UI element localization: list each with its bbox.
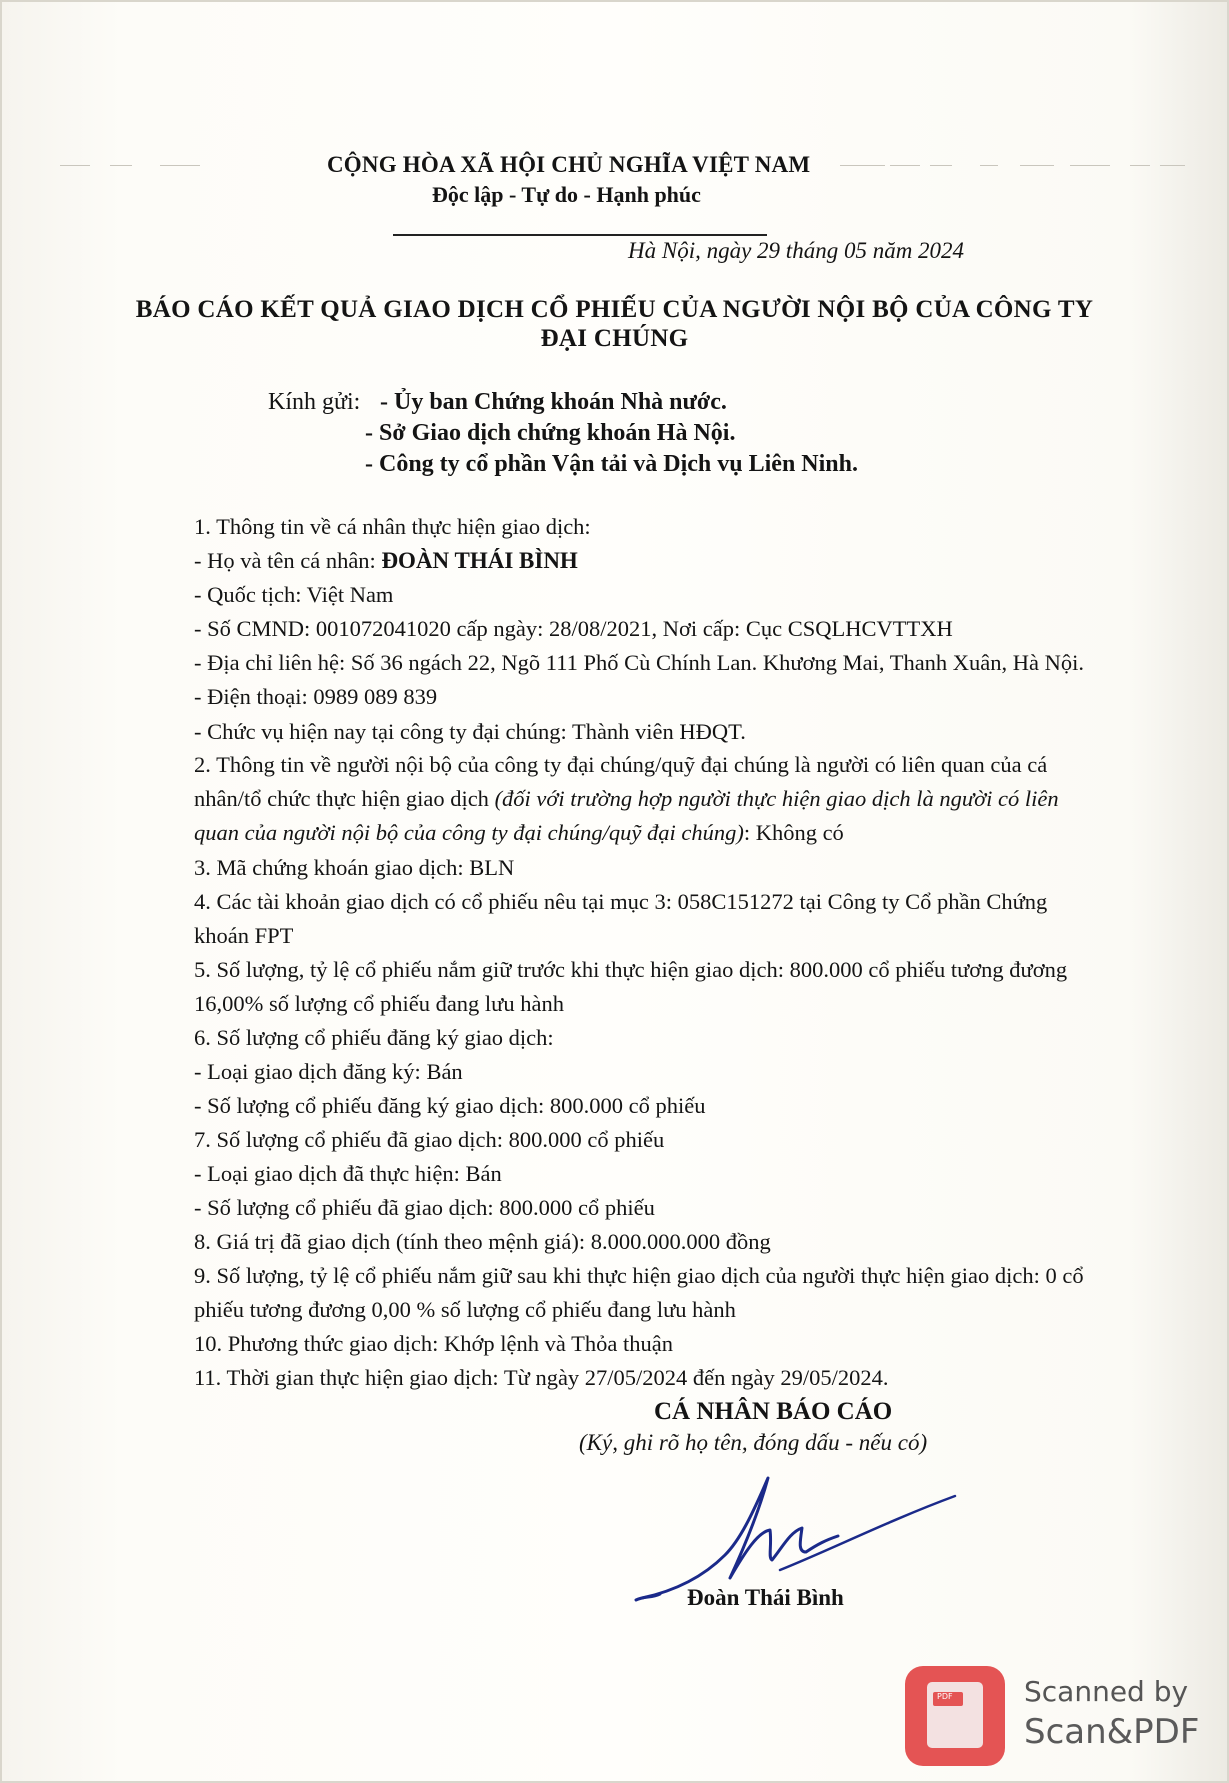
national-motto: Độc lập - Tự do - Hạnh phúc — [432, 182, 701, 207]
position-line: - Chức vụ hiện nay tại công ty đại chúng: Thành viên HĐQT. — [194, 719, 746, 744]
recipient-item: - Công ty cổ phần Vận tải và Dịch vụ Liên Ninh. — [365, 451, 858, 477]
scanner-pdf-icon — [905, 1666, 1005, 1766]
watermark-line1: Scanned by — [1024, 1675, 1189, 1708]
phone-line: - Điện thoại: 0989 089 839 — [194, 684, 438, 709]
signer-title: CÁ NHÂN BÁO CÁO — [654, 1398, 893, 1425]
section-11-line: 11. Thời gian thực hiện giao dịch: Từ ngày 27/05/2024 đến ngày 29/05/2024. — [194, 1365, 889, 1390]
section-4-line2: khoán FPT — [194, 923, 294, 948]
section-8-line: 8. Giá trị đã giao dịch (tính theo mệnh giá): 8.000.000.000 đồng — [194, 1229, 771, 1254]
section-2-note-cont: quan của người nội bộ của công ty đại chúng/quỹ đại chúng) — [194, 820, 744, 845]
section-2-line3 — [194, 820, 844, 846]
full-name-line — [194, 548, 578, 574]
recipients-label: Kính gửi: — [268, 389, 361, 415]
document-title: BÁO CÁO KẾT QUẢ GIAO DỊCH CỔ PHIẾU CỦA NGƯỜI NỘI BỘ CỦA CÔNG TY — [135, 296, 1094, 323]
registered-qty-line: - Số lượng cổ phiếu đăng ký giao dịch: 800.000 cổ phiếu — [194, 1093, 706, 1118]
section-2-note: (đối với trường hợp người thực hiện giao dịch là người có liên — [494, 786, 1059, 811]
signer-name: Đoàn Thái Bình — [687, 1585, 844, 1610]
section-5-line2: 16,00% số lượng cổ phiếu đang lưu hành — [194, 991, 564, 1016]
section-9-line1: 9. Số lượng, tỷ lệ cổ phiếu nắm giữ sau khi thực hiện giao dịch của người thực hiện giao dịch: 0 cổ — [194, 1263, 1084, 1288]
section-9-line2: phiếu tương đương 0,00 % số lượng cổ phiếu đang lưu hành — [194, 1297, 736, 1322]
national-title: CỘNG HÒA XÃ HỘI CHỦ NGHĨA VIỆT NAM — [327, 152, 811, 177]
document-title-line2: ĐẠI CHÚNG — [540, 325, 689, 352]
document-date: Hà Nội, ngày 29 tháng 05 năm 2024 — [628, 238, 965, 263]
section-4-line1: 4. Các tài khoản giao dịch có cổ phiếu nêu tại mục 3: 058C151272 tại Công ty Cổ phần Chứng — [194, 889, 1048, 914]
executed-qty-line: - Số lượng cổ phiếu đã giao dịch: 800.000 cổ phiếu — [194, 1195, 655, 1220]
section-6-heading: 6. Số lượng cổ phiếu đăng ký giao dịch: — [194, 1025, 554, 1050]
registered-type-line: - Loại giao dịch đăng ký: Bán — [194, 1059, 463, 1084]
section-2-line1: 2. Thông tin về người nội bộ của công ty đại chúng/quỹ đại chúng là người có liên quan của cá — [194, 752, 1048, 777]
nationality-line: - Quốc tịch: Việt Nam — [194, 582, 394, 607]
section-3-line: 3. Mã chứng khoán giao dịch: BLN — [194, 855, 515, 880]
section-2-text: nhân/tổ chức thực hiện giao dịch — [194, 786, 495, 811]
recipient-item: - Sở Giao dịch chứng khoán Hà Nội. — [365, 420, 736, 446]
address-line: - Địa chỉ liên hệ: Số 36 ngách 22, Ngõ 111 Phố Cù Chính Lan. Khương Mai, Thanh Xuân, Hà Nội. — [194, 650, 1085, 675]
section-2-line2 — [194, 786, 1059, 812]
document-glyph — [927, 1682, 983, 1748]
section-2-answer: : Không có — [743, 820, 844, 845]
pdf-tag-label: PDF — [937, 1692, 953, 1701]
signer-note: (Ký, ghi rõ họ tên, đóng dấu - nếu có) — [579, 1430, 928, 1455]
watermark-brand: Scan&PDF — [1024, 1712, 1200, 1752]
section-1-heading: 1. Thông tin về cá nhân thực hiện giao dịch: — [194, 514, 591, 539]
executed-type-line: - Loại giao dịch đã thực hiện: Bán — [194, 1161, 502, 1186]
full-name-label: - Họ và tên cá nhân: — [194, 548, 382, 573]
section-5-line1: 5. Số lượng, tỷ lệ cổ phiếu nắm giữ trước khi thực hiện giao dịch: 800.000 cổ phiếu tương đương — [194, 957, 1068, 982]
id-card-line: - Số CMND: 001072041020 cấp ngày: 28/08/2021, Nơi cấp: Cục CSQLHCVTTXH — [194, 616, 953, 641]
section-10-line: 10. Phương thức giao dịch: Khớp lệnh và Thỏa thuận — [194, 1331, 673, 1356]
full-name-value: ĐOÀN THÁI BÌNH — [381, 548, 578, 573]
section-7-line: 7. Số lượng cổ phiếu đã giao dịch: 800.000 cổ phiếu — [194, 1127, 665, 1152]
recipient-item: - Ủy ban Chứng khoán Nhà nước. — [380, 389, 727, 415]
header-divider — [393, 234, 767, 236]
